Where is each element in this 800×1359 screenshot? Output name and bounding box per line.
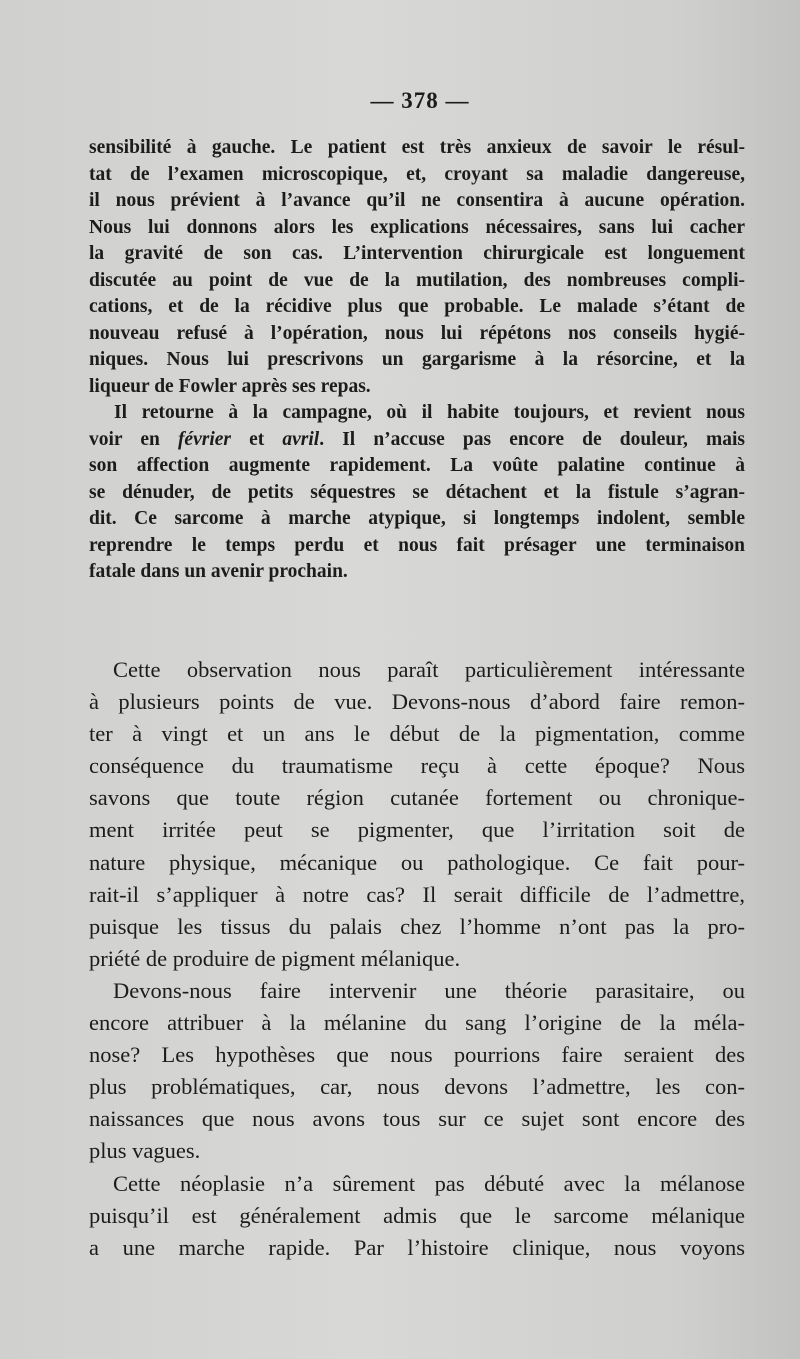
text-line: puisqu’il est généralement admis que le sarcome mélanique xyxy=(89,1202,745,1228)
text-run: . Il n’accuse pas encore de douleur, mais xyxy=(319,428,745,450)
discussion-text xyxy=(89,654,745,1264)
text-line: Nous lui donnons alors les explications nécessaires, sans lui cacher xyxy=(89,216,745,238)
text-run: et xyxy=(231,428,283,450)
text-line: ter à vingt et un ans le début de la pigmentation, comme xyxy=(89,721,745,747)
text-line: ment irritée peut se pigmenter, que l’irritation soit de xyxy=(89,817,745,843)
observation-text xyxy=(89,135,745,586)
text-line: Cette néoplasie n’a sûrement pas débuté avec la mélanose xyxy=(113,1170,745,1196)
text-line: son affection augmente rapidement. La voûte palatine continue à xyxy=(89,455,745,476)
text-run: voir en xyxy=(89,428,178,450)
text-line: dit. Ce sarcome à marche atypique, si longtemps indolent, semble xyxy=(89,508,745,529)
text-line: fatale dans un avenir prochain. xyxy=(89,561,348,582)
text-line: encore attribuer à la mélanine du sang l’origine de la méla- xyxy=(89,1010,745,1036)
italic-month-fevrier: février xyxy=(177,428,231,450)
text-line: se dénuder, de petits séquestres se détachent et la fistule s’agran- xyxy=(89,481,745,503)
text-line: puisque les tissus du palais chez l’homme n’ont pas la pro- xyxy=(89,913,745,939)
text-line: priété de produire de pigment mélanique. xyxy=(89,945,461,971)
text-line: tat de l’examen microscopique, et, croyant sa maladie dangereuse, xyxy=(89,163,745,185)
text-line: nouveau refusé à l’opération, nous lui répétons nos conseils hygié- xyxy=(89,322,745,344)
page-number: — 378 — xyxy=(370,88,470,113)
text-line: Il retourne à la campagne, où il habite toujours, et revient nous xyxy=(114,402,745,423)
text-line: savons que toute région cutanée fortement ou chronique- xyxy=(89,785,745,811)
text-line-mixed xyxy=(89,427,745,454)
text-line: cations, et de la récidive plus que probable. Le malade s’étant de xyxy=(89,296,745,317)
text-line: niques. Nous lui prescrivons un gargarisme à la résorcine, et la xyxy=(89,349,745,370)
text-line: nature physique, mécanique ou pathologique. Ce fait pour- xyxy=(89,849,745,875)
text-line: conséquence du traumatisme reçu à cette époque? Nous xyxy=(89,753,745,779)
text-line: nose? Les hypothèses que nous pourrions faire seraient des xyxy=(89,1042,745,1068)
text-line: à plusieurs points de vue. Devons-nous d’abord faire remon- xyxy=(89,689,745,715)
text-line: a une marche rapide. Par l’histoire clinique, nous voyons xyxy=(89,1234,745,1260)
text-line: il nous prévient à l’avance qu’il ne consentira à aucune opération. xyxy=(89,190,745,211)
italic-month-avril: avril xyxy=(282,428,320,450)
text-line: naissances que nous avons tous sur ce sujet sont encore des xyxy=(89,1106,745,1132)
text-line: liqueur de Fowler après ses repas. xyxy=(89,375,371,397)
text-line: rait-il s’appliquer à notre cas? Il serait difficile de l’admettre, xyxy=(89,881,745,907)
text-line: plus problématiques, car, nous devons l’admettre, les con- xyxy=(89,1074,745,1100)
text-line: la gravité de son cas. L’intervention chirurgicale est longuement xyxy=(89,243,745,264)
text-line: discutée au point de vue de la mutilation, des nombreuses compli- xyxy=(89,269,745,291)
text-line: sensibilité à gauche. Le patient est très anxieux de savoir le résul- xyxy=(89,137,745,158)
text-line: Devons-nous faire intervenir une théorie parasitaire, ou xyxy=(113,977,745,1003)
text-line: reprendre le temps perdu et nous fait présager une terminaison xyxy=(89,534,745,556)
text-line: plus vagues. xyxy=(89,1138,201,1164)
text-line: Cette observation nous paraît particulièrement intéressante xyxy=(113,657,745,682)
